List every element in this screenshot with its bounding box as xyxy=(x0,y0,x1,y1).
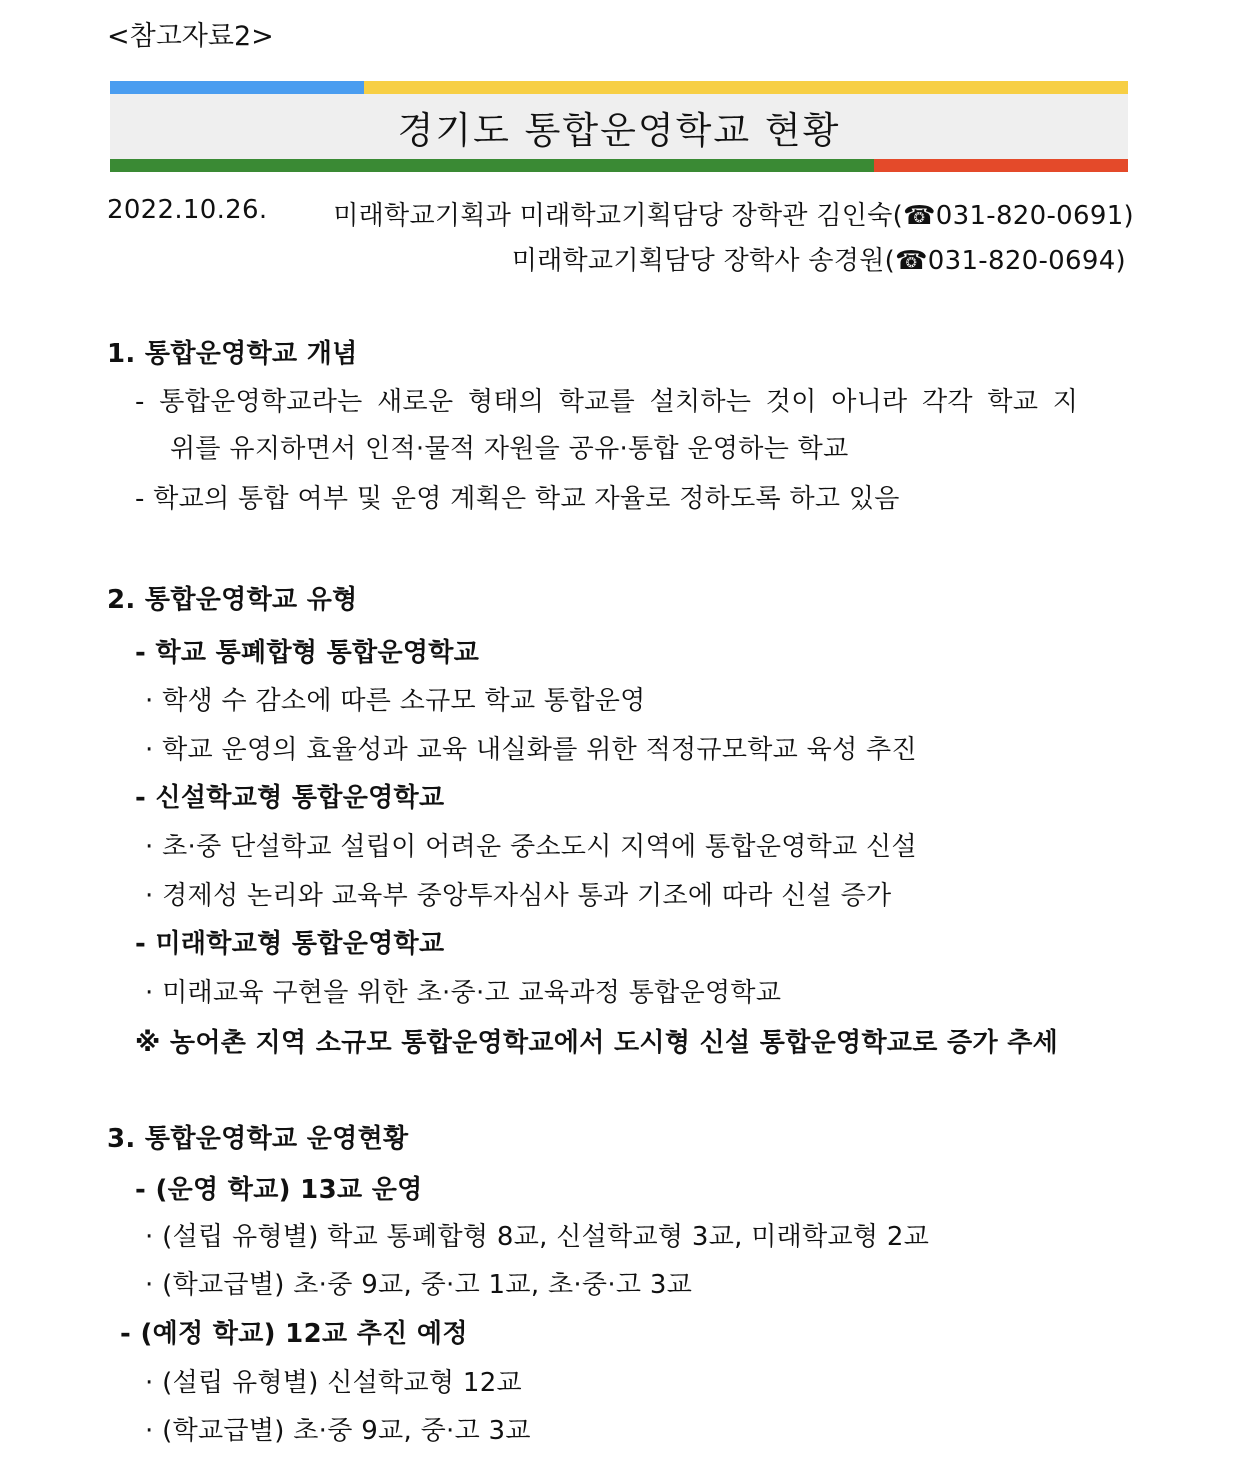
type-1-heading: - 학교 통폐합형 통합운영학교 xyxy=(135,638,480,668)
section-3-heading: 3. 통합운영학교 운영현황 xyxy=(107,1124,409,1154)
page-title: 경기도 통합운영학교 현황 xyxy=(397,108,841,152)
title-bottom-bar-red xyxy=(874,159,1128,172)
section-1-item-1-line-2: 위를 유지하면서 인적·물적 자원을 공유·통합 운영하는 학교 xyxy=(170,434,849,464)
planned-schools-heading: - (예정 학교) 12교 추진 예정 xyxy=(120,1319,468,1349)
trend-note: ※ 농어촌 지역 소규모 통합운영학교에서 도시형 신설 통합운영학교로 증가 추세 xyxy=(135,1028,1059,1058)
title-top-bar-yellow xyxy=(364,81,1128,94)
type-2-bullet-b: · 경제성 논리와 교육부 중앙투자심사 통과 기조에 따라 신설 증가 xyxy=(145,881,892,911)
reference-tag: <참고자료2> xyxy=(107,21,274,52)
title-band xyxy=(110,94,1128,159)
operating-schools-heading: - (운영 학교) 13교 운영 xyxy=(135,1175,423,1205)
document-date: 2022.10.26. xyxy=(107,195,268,225)
title-top-bar-blue xyxy=(110,81,364,94)
section-2-heading: 2. 통합운영학교 유형 xyxy=(107,585,358,615)
type-1-bullet-a: · 학생 수 감소에 따른 소규모 학교 통합운영 xyxy=(145,686,646,716)
section-1-item-1-line-1: - 통합운영학교라는 새로운 형태의 학교를 설치하는 것이 아니라 각각 학교 지 xyxy=(135,387,1079,417)
operating-bullet-b: · (학교급별) 초·중 9교, 중·고 1교, 초·중·고 3교 xyxy=(145,1270,693,1300)
planned-bullet-a: · (설립 유형별) 신설학교형 12교 xyxy=(145,1368,522,1398)
type-3-heading: - 미래학교형 통합운영학교 xyxy=(135,929,445,959)
type-3-bullet-a: · 미래교육 구현을 위한 초·중·고 교육과정 통합운영학교 xyxy=(145,978,782,1008)
section-1-heading: 1. 통합운영학교 개념 xyxy=(107,339,358,369)
title-bottom-bar-green xyxy=(110,159,874,172)
contact-line-2: 미래학교기획담당 장학사 송경원(☎031-820-0694) xyxy=(511,246,1126,276)
operating-bullet-a: · (설립 유형별) 학교 통폐합형 8교, 신설학교형 3교, 미래학교형 2교 xyxy=(145,1222,930,1252)
type-2-heading: - 신설학교형 통합운영학교 xyxy=(135,783,445,813)
type-2-bullet-a: · 초·중 단설학교 설립이 어려운 중소도시 지역에 통합운영학교 신설 xyxy=(145,832,917,862)
type-1-bullet-b: · 학교 운영의 효율성과 교육 내실화를 위한 적정규모학교 육성 추진 xyxy=(145,735,917,765)
contact-line-1: 미래학교기획과 미래학교기획담당 장학관 김인숙(☎031-820-0691) xyxy=(333,201,1134,231)
planned-bullet-b: · (학교급별) 초·중 9교, 중·고 3교 xyxy=(145,1416,531,1446)
section-1-item-2: - 학교의 통합 여부 및 운영 계획은 학교 자율로 정하도록 하고 있음 xyxy=(135,484,900,514)
